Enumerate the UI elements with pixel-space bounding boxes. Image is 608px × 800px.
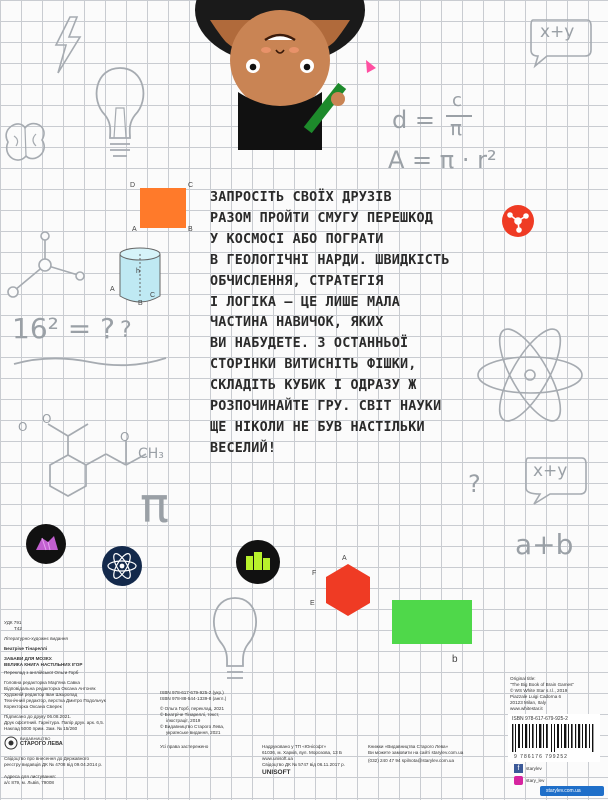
barcode-isbn: ISBN 978-617-679-925-2 [512,716,568,722]
cylinder-label-a: A [110,286,115,293]
publisher-logo-top: ВИДАВНИЦТВО [20,736,51,741]
blurb-line: СТОРІНКИ ВИТИСНІТЬ ФІШКИ, [210,357,417,373]
back-cover-blurb [210,188,480,460]
social-ig: stary_lev [526,778,545,783]
x-plus-y-top: x+y [540,22,575,42]
green-rectangle [392,600,472,644]
cert2: реєстру видавців ДК № 4708 від 09.04.2014 р. [4,762,103,767]
lit-note: Літературно-художнє видання [4,636,68,641]
editor-chief: Головна редакторка Мар'яна Савка [4,680,80,685]
original-1: Original title: [510,676,536,681]
printer-3: www.unisoft.ua [262,756,293,761]
blurb-line: РАЗОМ ПРОЙТИ СМУГУ ПЕРЕШКОД [210,210,434,226]
copyright-4: © Видавництво Старого Лева, [160,724,225,729]
blurb-line: У КОСМОСІ АБО ПОГРАТИ [210,231,384,247]
translation: Переклад з англійської Ольги Горб [4,670,79,675]
orange-square [140,188,186,228]
t42: Т42 [14,626,22,631]
copyright-1: © Ольга Горб, переклад, 2021 [160,706,225,711]
printer-logo: UNISOFT [262,769,291,776]
format: Друк офсетний. Гарнітура. Папір друк. арк. 6,5. [4,720,105,725]
lightbulb-icon [80,60,160,170]
blurb-line: ЩЕ НІКОЛИ НЕ БУВ НАСТІЛЬКИ [210,419,425,435]
label-c: C [188,182,194,189]
label-a: A [132,226,137,233]
formula-c: c [452,90,462,111]
oxygen-label-left: O [18,420,28,434]
blurb-line: ЧАСТИНА НАВИЧОК, ЯКИХ [210,315,384,331]
cert: Свідоцтво про внесення до Державного [4,756,90,761]
printer-1: Надруковано у ТП «Юнісофт» [262,744,327,749]
original-5: 20123 Milan, Italy [510,700,547,705]
editor-lead: Відповідальна редакторка Оксана Антоняк [4,686,96,691]
barcode-bars [512,724,596,752]
copyright-3: ілюстрації, 2019 [166,718,201,723]
book-subtitle: ВЕЛИКА КНИГА НАСТІЛЬНИХ ІГОР [4,662,83,667]
site-badge [540,786,604,796]
editor-tech: Технічний редактор, верстка Дмитро Подольчук [4,698,106,703]
corrector: Коректорка Оксана Сверек [4,704,62,709]
question-mark-2: ? [468,470,481,498]
original-4: Piazzale Luigi Cadorna 6 [510,694,562,699]
label-b: B [188,226,193,233]
lion-icon [4,736,18,750]
x-plus-y-right: x+y [533,461,568,481]
address: а/с 879, м. Львів, 79008 [4,780,54,785]
instagram-icon [514,776,523,785]
barcode-box [508,714,600,762]
signed: Підписано до друку 06.08.2021. [4,714,72,719]
atom-badge [102,546,142,586]
blurb-line: ОБЧИСЛЕННЯ, СТРАТЕГІЯ [210,273,384,289]
formula-area: A = π · r² [388,146,497,174]
facebook-icon: f [514,764,523,773]
a-plus-b-doodle: a+b [515,528,574,561]
social-fb: starylev [526,766,542,771]
address-label: Адреса для листування: [4,774,56,779]
contacts: (032) 240 47 94 spilnota@starylev.com.ua [368,758,455,763]
printer-4: Свідоцтво ДК № 5747 від 06.11.2017 р. [262,762,345,767]
original-2: "The Big Book of Brain Games" [510,682,575,687]
brain-icon [0,118,50,166]
molecule-badge [502,205,534,237]
blurb-line: РОЗПОЧИНАЙТЕ ГРУ. СВІТ НАУКИ [210,399,442,415]
hex-label-a: A [342,555,347,562]
isbn-ukr: ISBN 978-617-679-925-2 (укр.) [160,690,224,695]
blurb-line: ЗАПРОСІТЬ СВОЇХ ДРУЗІВ [210,190,392,205]
oxygen-label-right: O [120,430,130,444]
blurb-line: ВЕСЕЛИЙ! [210,440,277,456]
publisher-logo-name: СТАРОГО ЛЕВА [20,741,63,747]
printer-2: 61036, м. Харків, вул. Морозова, 13 Б [262,750,342,755]
formula-pi: π [450,116,463,140]
hex-label-e: E [310,600,315,607]
original-6: www.whitestar.it [510,706,543,711]
book-title: ЗАБАВИ ДЛЯ МОЗКУ. [4,656,53,661]
question-mark-1: ? [120,318,132,343]
label-d: D [130,182,136,189]
underline-squiggle [10,352,170,372]
cylinder-label-b: B [138,300,143,307]
isbn-eng: ISBN 978-88-544-1339-8 (англ.) [160,696,227,701]
rights-reserved: Усі права застережено [160,744,209,749]
edition: Наклад 5000 прим. Зам. № 15/260 [4,726,78,731]
pi-doodle: π [140,478,169,534]
site-url: starylev.com.ua [546,788,581,794]
blurb-line: І ЛОГІКА — ЦЕ ЛИШЕ МАЛА [210,294,401,310]
ch3-label: CH₃ [138,446,164,462]
crystals-green-badge [236,540,280,584]
rect-label-b: b [452,654,458,665]
crystal-badge [26,524,66,564]
sixteen-squared-doodle: 16² = ? [12,312,115,345]
barcode-digits: 9 786176 799252 [514,754,568,760]
author: Беатріче Тінареллі [4,646,48,651]
cylinder-label-c: C [150,292,156,299]
original-3: © WS White Star s.r.l., 2019 [510,688,568,693]
blurb-line: В ГЕОЛОГІЧНІ НАРДИ. ШВИДКІСТЬ [210,252,450,268]
atom-doodle [470,305,590,445]
shop-2: Ви можете замовити на сайті starylev.com.ua [368,750,464,755]
red-hexagon [318,560,378,620]
molecule-left-icon [0,230,90,310]
editor-art: Художній редактор Іван Шкоропад [4,692,78,697]
udk: УДК 791 [4,620,22,625]
formula-d-left: d = [392,106,435,134]
oxygen-label-top: O [42,412,52,426]
hex-label-f: F [312,570,317,577]
publisher-logo [4,736,74,750]
copyright-5: українське видання, 2021 [166,730,221,735]
cylinder-label-h: h [136,268,140,275]
upside-down-girl-illustration [170,0,420,150]
blurb-line: СКЛАДІТЬ КУБИК І ОДРАЗУ Ж [210,378,417,394]
shop-1: Книжки «Видавництва Старого Лева» [368,744,449,749]
copyright-2: © Беатріче Тінареллі, текст, [160,712,220,717]
blurb-line: ВИ НАБУДЕТЕ. З ОСТАННЬОЇ [210,336,409,352]
